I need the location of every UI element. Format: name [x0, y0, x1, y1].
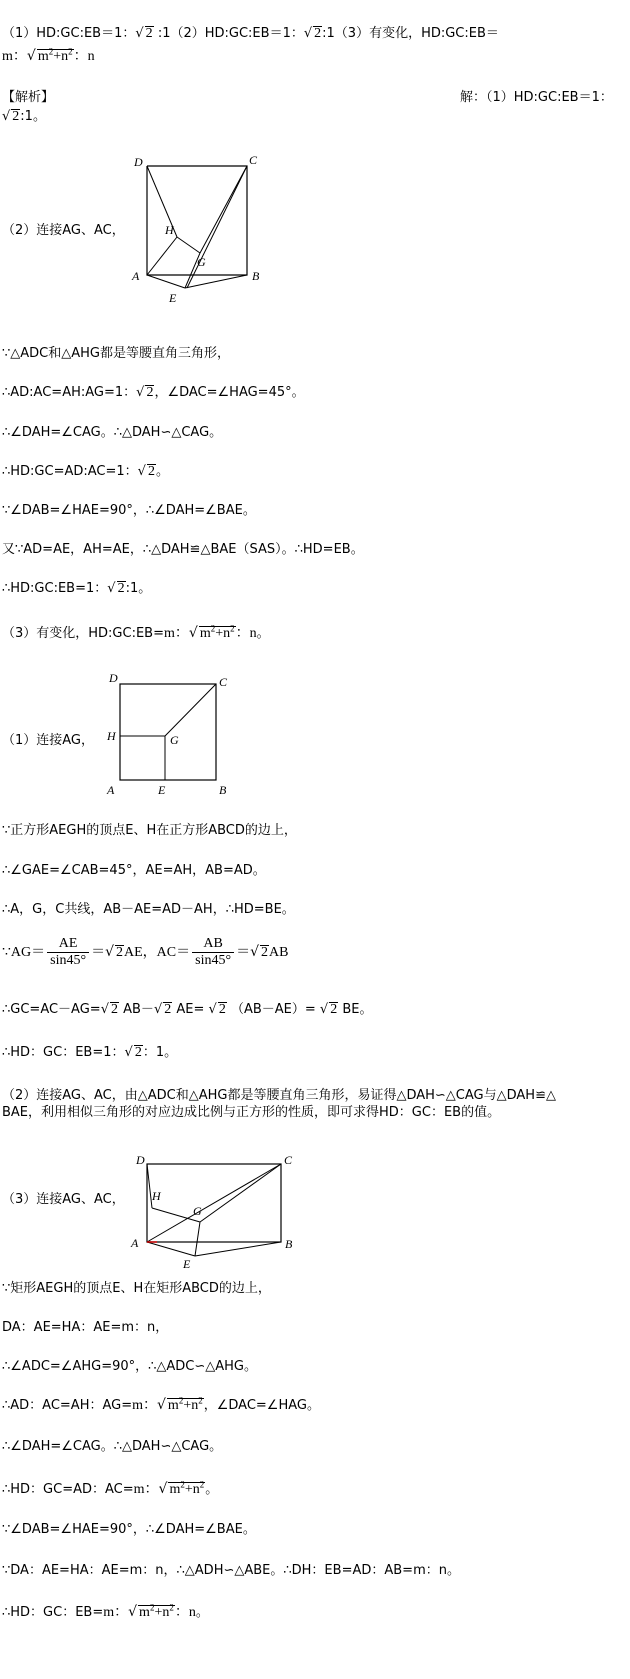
sqrt-value: 2	[261, 945, 268, 960]
sol2-l1: （2）连接AG、AC，由△ADC和△AHG都是等腰直角三角形，易证得△DAH∽△CAG与△DAH≌△	[2, 1088, 556, 1103]
text: ：1。	[142, 1045, 178, 1060]
frac-num: AE	[47, 936, 89, 953]
fig3-label-D: D	[136, 1153, 145, 1167]
formula-n2: +n	[154, 1605, 170, 1620]
sol3-s3: ∴∠ADC=∠AHG=90°，∴△ADC∽△AHG。	[2, 1359, 258, 1374]
text: ∵	[2, 945, 11, 960]
sol3-s4: ∴AD：AC=AH：AG=m：√ $m^2+n^2$，∠DAC=∠HAG。	[2, 1395, 320, 1413]
fig2-label-H: H	[107, 729, 116, 743]
text: （3）有变化，HD:GC:EB=	[2, 626, 164, 641]
text: AB	[269, 945, 289, 960]
text: 。	[195, 1605, 209, 1620]
sol2-l2: BAE，利用相似三角形的对应边成比例与正方形的性质，即可求得HD：GC：EB的值。	[2, 1105, 501, 1120]
fig1-label-A: A	[132, 269, 140, 283]
sqrt-value: 2	[116, 945, 124, 960]
formula-m: m：	[132, 1398, 157, 1413]
text: 。	[256, 626, 270, 641]
sol3-s9: ∴HD：GC：EB=m：√ $m^2+n^2$：n。	[2, 1602, 209, 1620]
formula-n2: +n	[183, 1398, 199, 1413]
sqrt-value: 2	[147, 464, 155, 479]
sqrt-value: 2	[12, 109, 20, 124]
analysis-tag: 【解析】	[2, 90, 55, 105]
text: :1。	[125, 581, 152, 596]
fig3-label-G: G	[193, 1204, 202, 1218]
sol1-s4: ∵AG＝ $\frac{AE}{\sin 45^\circ}$ ＝√ 2AE，AC＝ $\frac{AB}{\sin 45^\circ}$ ＝√ 2AB	[2, 936, 289, 969]
formula-m2: m	[167, 1398, 179, 1413]
part2-s5: ∵∠DAB=∠HAE=90°，∴∠DAH=∠BAE。	[2, 503, 256, 518]
fig2-label-C: C	[219, 675, 228, 689]
exp: 2	[210, 623, 216, 634]
part3-head: （3）有变化，HD:GC:EB=m：√ $m^2+n^2$：n。	[2, 623, 270, 641]
formula-m: m：	[133, 1482, 159, 1497]
text: AG＝	[10, 945, 46, 960]
analysis-right	[460, 90, 613, 106]
text: ，∠DAC=∠HAG=45°。	[154, 385, 305, 400]
fig1-label-G: G	[197, 255, 206, 269]
sol3-s7: ∵∠DAB=∠HAE=90°，∴∠DAH=∠BAE。	[2, 1522, 256, 1537]
part2-s3: ∴∠DAH=∠CAG。∴△DAH∽△CAG。	[2, 425, 223, 440]
fig2-label-D: D	[109, 671, 118, 685]
exp: 2	[48, 46, 54, 57]
sol3-connect: （3）连接AG、AC，	[2, 1192, 125, 1207]
text: ＝	[236, 945, 251, 960]
text: ∴HD：GC：EB=	[2, 1605, 104, 1620]
exp: 2	[230, 623, 235, 634]
frac-den: sin45°	[50, 953, 87, 969]
fig1-label-B: B	[252, 269, 260, 283]
figure-square-axis	[100, 670, 235, 795]
text: 。	[155, 464, 169, 479]
part2-s1: ∵△ADC和△AHG都是等腰直角三角形，	[2, 346, 230, 361]
text: ∴GC=AC－AG=	[2, 1002, 101, 1017]
sqrt-value: 2	[218, 1002, 226, 1017]
fig1-label-D: D	[134, 155, 143, 169]
exp: 2	[149, 1602, 155, 1613]
formula-n: ：n	[235, 626, 257, 641]
fig1-label-H: H	[165, 223, 174, 237]
exp: 2	[199, 1479, 205, 1490]
fig3-label-C: C	[284, 1153, 293, 1167]
sqrt-value: 2	[110, 1002, 118, 1017]
sol3-s5: ∴∠DAH=∠CAG。∴△DAH∽△CAG。	[2, 1439, 223, 1454]
text: ∴AD：AC=AH：AG=	[2, 1398, 133, 1413]
sol3-s2: DA：AE=HA：AE=m：n，	[2, 1320, 169, 1335]
part2-s6: 又∵AD=AE，AH=AE，∴△DAH≌△BAE（SAS）。∴HD=EB。	[2, 542, 364, 557]
part2-s4: ∴HD:GC=AD:AC=1：√ 2。	[2, 464, 169, 479]
sqrt-value: 2	[134, 1045, 142, 1060]
text: 。	[205, 1482, 219, 1497]
text: ∴HD:GC:EB=1：	[2, 581, 108, 596]
formula-n2: +n	[215, 626, 231, 641]
formula-m2: m	[37, 49, 49, 64]
sol1-s6: ∴HD：GC：EB=1：√ 2：1。	[2, 1045, 178, 1060]
formula-n: ：n	[73, 49, 95, 64]
sqrt-value: 2	[117, 581, 125, 596]
sol3-s6: ∴HD：GC=AD：AC=m：√ $m^2+n^2$。	[2, 1479, 219, 1497]
text: ＝	[91, 945, 106, 960]
fig3-label-H: H	[152, 1189, 161, 1203]
sol3-s1: ∵矩形AEGH的顶点E、H在矩形ABCD的边上，	[2, 1281, 271, 1296]
answer-text: :1（3）有变化，HD:GC:EB＝	[322, 26, 499, 41]
formula-n2: +n	[184, 1482, 200, 1497]
part2-s2: ∴AD:AC=AH:AG=1：√ 2，∠DAC=∠HAG=45°。	[2, 385, 305, 400]
part2-connect: （2）连接AG、AC，	[2, 223, 125, 238]
sol1-s2: ∴∠GAE=∠CAB=45°，AE=AH，AB=AD。	[2, 863, 266, 878]
answer-line-1: （1）HD:GC:EB＝1：√ 2 :1（2）HD:GC:EB＝1：√ 2:1（3）有变化，HD:GC:EB＝	[2, 26, 499, 41]
frac-den: sin45°	[195, 953, 232, 969]
sqrt-value: 2	[330, 1002, 338, 1017]
formula-m2: m	[199, 626, 211, 641]
text: ，∠DAC=∠HAG。	[203, 1398, 320, 1413]
exp: 2	[180, 1479, 185, 1490]
sqrt-value: 2	[146, 385, 154, 400]
exp: 2	[198, 1395, 203, 1406]
formula-m: m：	[103, 1605, 129, 1620]
sol3-s8: ∵DA：AE=HA：AE=m：n，∴△ADH∽△ABE。∴DH：EB=AD：AB=m：n。	[2, 1563, 460, 1578]
text: ∴HD：GC：EB=1：	[2, 1045, 125, 1060]
formula-m: m：	[164, 626, 189, 641]
text: AE，AC＝	[124, 945, 191, 960]
fig3-label-E: E	[183, 1257, 191, 1271]
formula-m: m：	[2, 49, 27, 64]
sqrt-value: 2	[314, 26, 322, 41]
part2-s7: ∴HD:GC:EB=1：√ 2:1。	[2, 581, 152, 596]
sol1-s1: ∵正方形AEGH的顶点E、H在正方形ABCD的边上，	[2, 823, 297, 838]
text: ∴HD:GC=AD:AC=1：	[2, 464, 138, 479]
figure-rectangle	[125, 1150, 295, 1271]
text: ∴AD:AC=AH:AG=1：	[2, 385, 137, 400]
sqrt-value: 2	[164, 1002, 172, 1017]
fig1-label-C: C	[249, 153, 258, 167]
formula-n: ：n	[174, 1605, 196, 1620]
analysis-text: :1。	[20, 109, 46, 124]
sqrt-value: 2	[145, 26, 153, 41]
sol1-s5: ∴GC=AC－AG=√ 2 AB－√ 2 AE= √ 2 （AB－AE）= √ 2 BE。	[2, 1002, 373, 1017]
answer-line-2: m：√ $m^2+n^2$：n	[2, 46, 95, 64]
exp: 2	[169, 1602, 174, 1613]
frac-num: AB	[192, 936, 234, 953]
formula-m2: m	[169, 1482, 181, 1497]
exp: 2	[178, 1395, 184, 1406]
text: （AB－AE）=	[230, 1002, 316, 1017]
text: AB－	[123, 1002, 154, 1017]
analysis-cont: √ 2:1。	[2, 109, 46, 124]
formula-n2: +n	[53, 49, 69, 64]
figure-square-rotated	[125, 150, 260, 305]
fig1-label-E: E	[169, 291, 177, 305]
fig2-label-E: E	[158, 783, 166, 797]
analysis-text: 解：（1）HD:GC:EB＝1：	[460, 90, 613, 105]
text: BE。	[342, 1002, 373, 1017]
fig2-label-A: A	[107, 783, 115, 797]
formula-m2: m	[139, 1605, 150, 1620]
sol1-s3: ∴A，G，C共线，AB－AE=AD－AH，∴HD=BE。	[2, 902, 295, 917]
fig2-label-B: B	[219, 783, 227, 797]
fig2-label-G: G	[170, 733, 179, 747]
sol1-connect: （1）连接AG，	[2, 733, 95, 748]
text: AE=	[176, 1002, 205, 1017]
exp: 2	[68, 46, 73, 57]
fig3-label-A: A	[131, 1236, 139, 1250]
answer-text: （1）HD:GC:EB＝1：	[2, 26, 136, 41]
text: ∴HD：GC=AD：AC=	[2, 1482, 134, 1497]
answer-text: :1（2）HD:GC:EB＝1：	[157, 26, 304, 41]
fig3-label-B: B	[285, 1237, 293, 1251]
